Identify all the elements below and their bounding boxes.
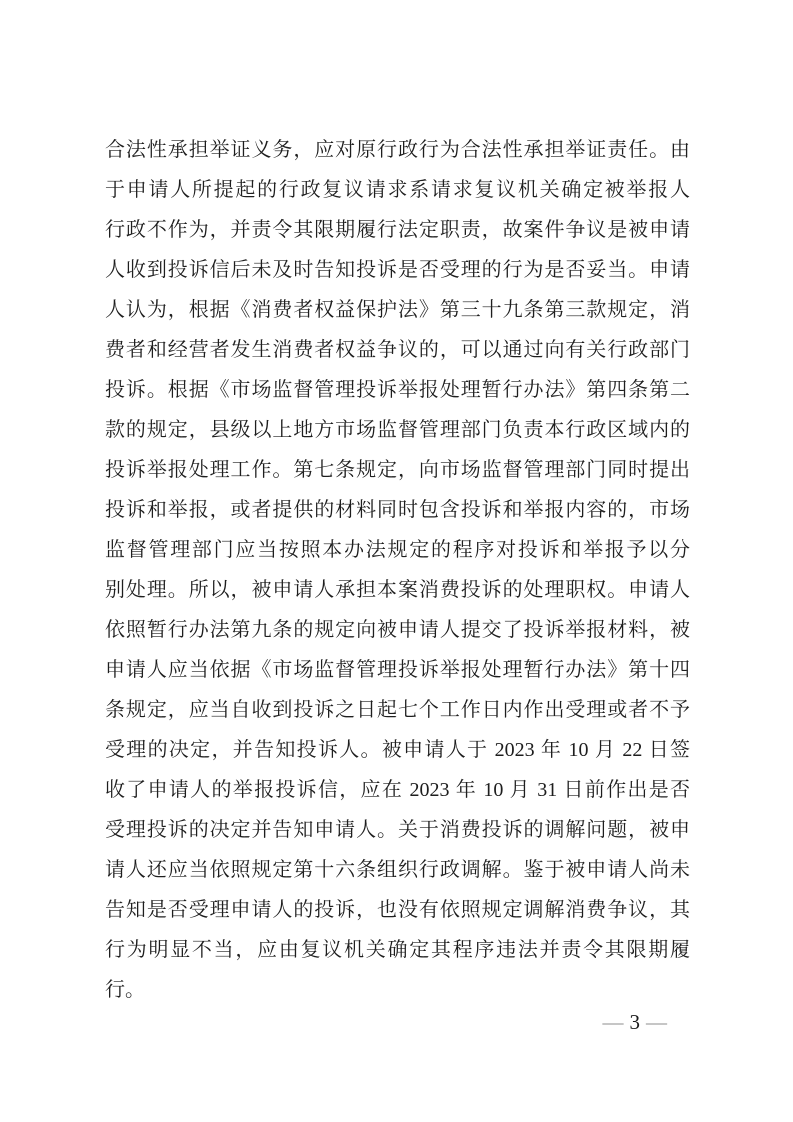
text-line: 行。 bbox=[105, 979, 145, 1001]
text-line: 收了申请人的举报投诉信，应在 2023 年 10 月 31 日前作出是否 bbox=[105, 779, 690, 801]
text-line: 申请人应当依据《市场监督管理投诉举报处理暂行办法》第十四 bbox=[105, 659, 690, 681]
text-line: 请人还应当依照规定第十六条组织行政调解。鉴于被申请人尚未 bbox=[105, 859, 690, 881]
page-number-dash-left: — bbox=[602, 1010, 624, 1034]
text-line: 费者和经营者发生消费者权益争议的，可以通过向有关行政部门 bbox=[105, 339, 690, 361]
text-line: 于申请人所提起的行政复议请求系请求复议机关确定被举报人 bbox=[105, 179, 690, 201]
text-line: 监督管理部门应当按照本办法规定的程序对投诉和举报予以分 bbox=[105, 539, 690, 561]
page-number-dash-right: — bbox=[646, 1010, 667, 1034]
text-line: 投诉。根据《市场监督管理投诉举报处理暂行办法》第四条第二 bbox=[105, 379, 690, 401]
text-line: 行为明显不当，应由复议机关确定其程序违法并责令其限期履 bbox=[105, 939, 690, 961]
text-line: 条规定，应当自收到投诉之日起七个工作日内作出受理或者不予 bbox=[105, 699, 690, 721]
text-line: 投诉和举报，或者提供的材料同时包含投诉和举报内容的，市场 bbox=[105, 499, 690, 521]
text-line: 款的规定，县级以上地方市场监督管理部门负责本行政区域内的 bbox=[105, 419, 690, 441]
text-line: 告知是否受理申请人的投诉，也没有依照规定调解消费争议，其 bbox=[105, 899, 690, 921]
body-text bbox=[105, 130, 690, 1010]
text-line: 行政不作为，并责令其限期履行法定职责，故案件争议是被申请 bbox=[105, 219, 690, 241]
text-line: 合法性承担举证义务，应对原行政行为合法性承担举证责任。由 bbox=[105, 139, 690, 161]
text-line: 投诉举报处理工作。第七条规定，向市场监督管理部门同时提出 bbox=[105, 459, 690, 481]
text-line: 受理的决定，并告知投诉人。被申请人于 2023 年 10 月 22 日签 bbox=[105, 739, 690, 761]
page-number bbox=[597, 1010, 674, 1034]
text-line: 人认为，根据《消费者权益保护法》第三十九条第三款规定，消 bbox=[105, 299, 690, 321]
text-line: 别处理。所以，被申请人承担本案消费投诉的处理职权。申请人 bbox=[105, 579, 690, 601]
text-line: 受理投诉的决定并告知申请人。关于消费投诉的调解问题，被申 bbox=[105, 819, 690, 841]
text-line: 依照暂行办法第九条的规定向被申请人提交了投诉举报材料，被 bbox=[105, 619, 690, 641]
page-number-value: 3 bbox=[629, 1010, 640, 1034]
text-line: 人收到投诉信后未及时告知投诉是否受理的行为是否妥当。申请 bbox=[105, 259, 690, 281]
